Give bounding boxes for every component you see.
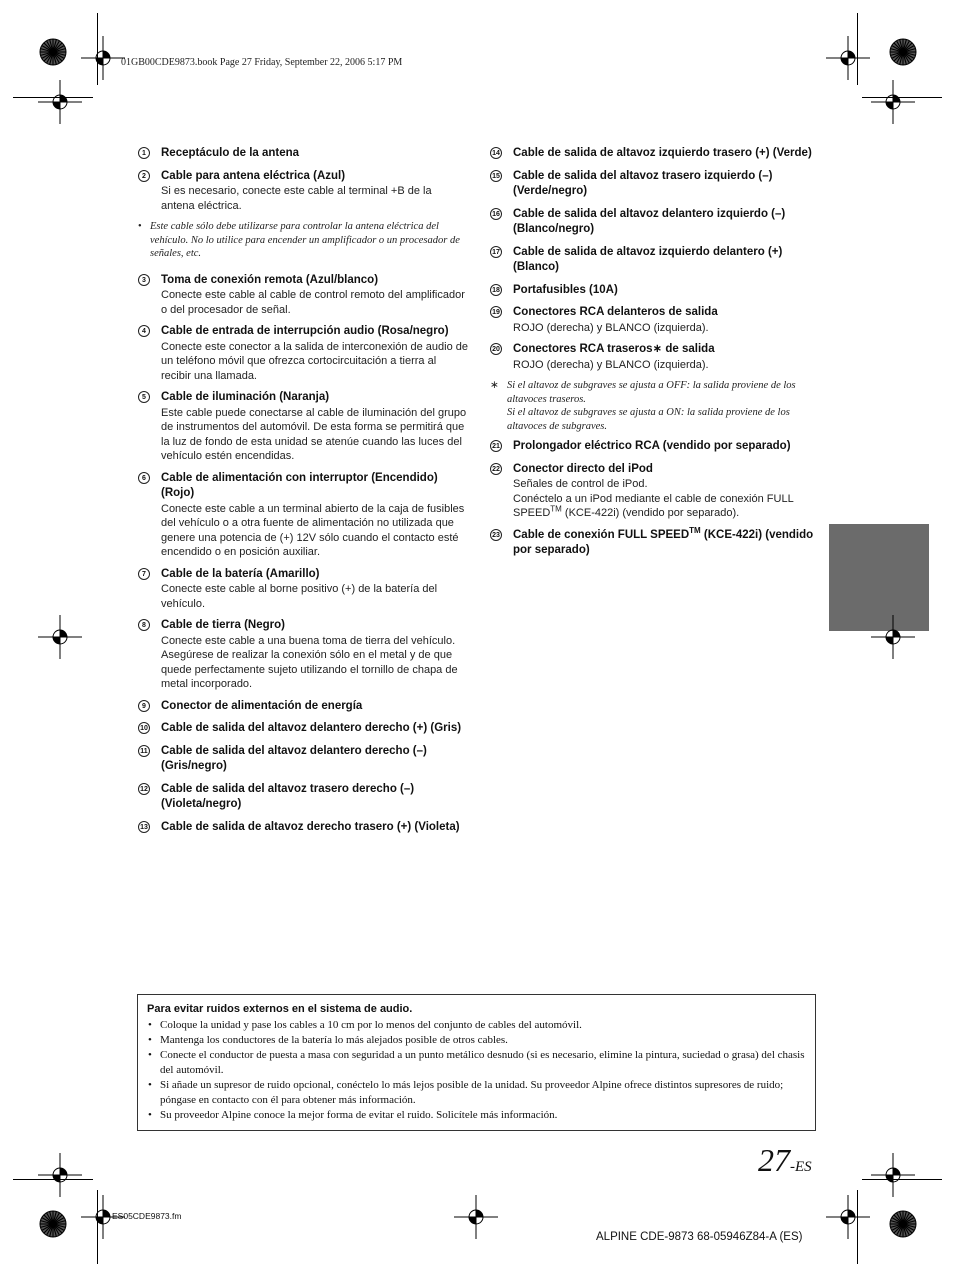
item-description: Conecte este cable a una buena toma de tierra del vehículo. Asegúrese de realizar la conexión sólo en el metal y de que quede perfectamente sujeto utilizando el tornillo de chapa de metal incorporado. bbox=[161, 634, 458, 690]
registration-crosshair-icon bbox=[871, 1153, 915, 1197]
item-description: Este cable puede conectarse al cable de iluminación del grupo de instrumentos del automóvil. De esta forma se permitirá que la luz de fondo de esta unidad se atenúe cuando las luces del vehículo estén encendidas. bbox=[161, 406, 467, 462]
item-title: Cable de la batería (Amarillo) bbox=[161, 567, 320, 580]
item-number-badge: 21 bbox=[490, 440, 502, 452]
footnote bbox=[490, 379, 820, 433]
list-item bbox=[138, 146, 468, 162]
list-item bbox=[490, 342, 820, 372]
item-title: Cable de salida de altavoz izquierdo trasero (+) (Verde) bbox=[513, 147, 812, 159]
item-description: ROJO (derecha) y BLANCO (izquierda). bbox=[513, 358, 709, 371]
footnote-text: Si el altavoz de subgraves se ajusta a OFF: la salida proviene de los altavoces traseros. bbox=[507, 380, 796, 405]
list-item: • Su proveedor Alpine conoce la mejor forma de evitar el ruido. Solicítele más información. bbox=[147, 1108, 805, 1123]
crop-mark bbox=[13, 1179, 93, 1180]
item-description bbox=[513, 492, 820, 521]
crop-mark bbox=[97, 1190, 98, 1264]
item-number-badge: 16 bbox=[490, 208, 502, 220]
list-item bbox=[490, 283, 820, 299]
registration-crosshair-icon bbox=[38, 615, 82, 659]
item-title bbox=[513, 525, 820, 559]
item-number-badge: 22 bbox=[490, 463, 502, 475]
list-item bbox=[138, 820, 468, 836]
item-number-badge: 3 bbox=[138, 274, 150, 286]
item-number-badge: 7 bbox=[138, 568, 150, 580]
asterisk-mark: ∗ bbox=[652, 343, 663, 355]
list-item: • Coloque la unidad y pase los cables a 10 cm por lo menos del conjunto de cables del automóvil. bbox=[147, 1018, 805, 1033]
crop-mark bbox=[13, 97, 93, 98]
item-title: Cable de salida del altavoz trasero derecho (–) (Violeta/negro) bbox=[161, 782, 415, 810]
list-item bbox=[490, 462, 820, 521]
item-description: Si es necesario, conecte este cable al terminal +B de la antena eléctrica. bbox=[161, 185, 432, 212]
item-number-badge: 1 bbox=[138, 147, 150, 159]
registration-crosshair-icon bbox=[38, 80, 82, 124]
list-item bbox=[138, 699, 468, 715]
item-title: Conector directo del iPod bbox=[513, 462, 653, 475]
item-description: ROJO (derecha) y BLANCO (izquierda). bbox=[513, 321, 709, 334]
item-title-text: Cable de conexión FULL SPEED bbox=[513, 528, 690, 541]
item-title: Toma de conexión remota (Azul/blanco) bbox=[161, 273, 379, 286]
list-item: • Si añade un supresor de ruido opcional, conéctelo lo más lejos posible de la unidad. Su proveedor Alpine ofrece distintos supresores de ruido; póngase en contacto con él para obtener más información. bbox=[147, 1078, 805, 1108]
item-number-badge: 23 bbox=[490, 529, 502, 541]
footnote-text: Si el altavoz de subgraves se ajusta a ON: la salida proviene de los altavoces de subgraves. bbox=[507, 407, 790, 432]
list-item bbox=[138, 744, 468, 775]
item-number-badge: 8 bbox=[138, 619, 150, 631]
item-title: Cable de iluminación (Naranja) bbox=[161, 391, 330, 403]
item-number-badge: 12 bbox=[138, 783, 150, 795]
footer-filename: ES05CDE9873.fm bbox=[112, 1211, 182, 1221]
item-title: Cable de alimentación con interruptor (Encendido) (Rojo) bbox=[161, 471, 438, 499]
item-title: Cable de salida del altavoz trasero izquierdo (–) (Verde/negro) bbox=[513, 169, 773, 197]
asterisk-mark: ∗ bbox=[490, 380, 499, 391]
item-title: Receptáculo de la antena bbox=[161, 147, 300, 159]
list-item bbox=[490, 525, 820, 559]
list-item bbox=[490, 169, 820, 200]
list-item: • Mantenga los conductores de la batería lo más alejados posible de otros cables. bbox=[147, 1033, 805, 1048]
list-item bbox=[490, 245, 820, 276]
item-number-badge: 20 bbox=[490, 343, 502, 355]
print-header-line: 01GB00CDE9873.book Page 27 Friday, September 22, 2006 5:17 PM bbox=[121, 57, 403, 68]
item-title: Conectores RCA delanteros de salida bbox=[513, 306, 718, 318]
list-item bbox=[138, 618, 468, 692]
item-title bbox=[513, 342, 820, 358]
item-number-badge: 6 bbox=[138, 472, 150, 484]
item-number-badge: 14 bbox=[490, 147, 502, 159]
list-item bbox=[138, 567, 468, 612]
item-number-badge: 11 bbox=[138, 745, 150, 757]
item-title: Cable para antena eléctrica (Azul) bbox=[161, 169, 346, 182]
registration-starburst-icon bbox=[889, 1210, 917, 1238]
list-item bbox=[490, 439, 820, 455]
item-number-badge: 15 bbox=[490, 170, 502, 182]
item-description: Conecte este cable al cable de control remoto del amplificador o del procesador de señal. bbox=[161, 289, 465, 316]
noise-tips-box bbox=[137, 994, 816, 1131]
item-title: Cable de salida de altavoz izquierdo delantero (+) (Blanco) bbox=[513, 245, 783, 273]
trademark-mark: TM bbox=[689, 525, 701, 535]
registration-crosshair-icon bbox=[826, 1195, 870, 1239]
item-number-badge: 4 bbox=[138, 325, 150, 337]
item-description: Conecte este cable a un terminal abierto de la caja de fusibles del vehículo o a otra fuente de alimentación no utilizada que genere una potencia de (+) 12V sólo cuando el contacto esté encendido o en posición auxiliar. bbox=[161, 502, 465, 558]
item-title-text: (KCE-422i) (vendido por separado) bbox=[513, 528, 814, 556]
registration-crosshair-icon bbox=[81, 1195, 125, 1239]
crop-mark bbox=[857, 1190, 858, 1264]
list-item bbox=[138, 169, 468, 214]
description-text: Conéctelo a un iPod mediante el cable de conexión FULL SPEED bbox=[513, 492, 794, 519]
item-title: Cable de salida del altavoz delantero derecho (+) (Gris) bbox=[161, 722, 462, 734]
list-item bbox=[138, 782, 468, 813]
list-item bbox=[138, 273, 468, 318]
tips-list bbox=[147, 1018, 805, 1123]
footnote bbox=[138, 220, 468, 261]
footnote-text: Este cable sólo debe utilizarse para controlar la antena eléctrica del vehículo. No lo utilice para encender un amplificador o un procesador de señales, etc. bbox=[150, 221, 460, 259]
list-item bbox=[490, 146, 820, 162]
registration-starburst-icon bbox=[889, 38, 917, 66]
item-number-badge: 17 bbox=[490, 246, 502, 258]
registration-crosshair-icon bbox=[81, 36, 125, 80]
crop-mark bbox=[857, 13, 858, 85]
page-language-suffix: -ES bbox=[790, 1159, 812, 1175]
item-title: Cable de entrada de interrupción audio (Rosa/negro) bbox=[161, 325, 449, 337]
item-title: Cable de salida del altavoz delantero derecho (–) (Gris/negro) bbox=[161, 744, 427, 772]
item-number-badge: 9 bbox=[138, 700, 150, 712]
item-title-text: Conectores RCA traseros bbox=[513, 343, 653, 355]
left-column bbox=[138, 146, 468, 842]
registration-crosshair-icon bbox=[826, 36, 870, 80]
item-title: Prolongador eléctrico RCA (vendido por separado) bbox=[513, 440, 791, 452]
trademark-mark: TM bbox=[550, 504, 562, 514]
registration-crosshair-icon bbox=[871, 615, 915, 659]
registration-crosshair-icon bbox=[38, 1153, 82, 1197]
list-item bbox=[138, 721, 468, 737]
item-description: Conecte este cable al borne positivo (+) de la batería del vehículo. bbox=[161, 583, 438, 610]
registration-crosshair-icon bbox=[871, 80, 915, 124]
bullet-mark: • bbox=[138, 221, 142, 232]
item-title: Cable de salida del altavoz delantero izquierdo (–) (Blanco/negro) bbox=[513, 207, 786, 235]
list-item bbox=[138, 471, 468, 560]
list-item bbox=[490, 207, 820, 238]
item-title: Conector de alimentación de energía bbox=[161, 699, 363, 712]
list-item bbox=[138, 324, 468, 383]
list-item bbox=[490, 305, 820, 335]
item-description: Señales de control de iPod. bbox=[513, 478, 648, 490]
registration-starburst-icon bbox=[39, 1210, 67, 1238]
item-title: Cable de salida de altavoz derecho trasero (+) (Violeta) bbox=[161, 820, 460, 833]
item-number-badge: 19 bbox=[490, 306, 502, 318]
crop-mark bbox=[862, 97, 942, 98]
list-item bbox=[138, 390, 468, 464]
item-number-badge: 18 bbox=[490, 284, 502, 296]
registration-starburst-icon bbox=[39, 38, 67, 66]
registration-crosshair-icon bbox=[454, 1195, 498, 1239]
footer-model-code: ALPINE CDE-9873 68-05946Z84-A (ES) bbox=[596, 1231, 803, 1243]
box-title: Para evitar ruidos externos en el sistema de audio. bbox=[147, 1003, 413, 1015]
right-column bbox=[490, 146, 820, 566]
item-title-text: de salida bbox=[662, 343, 715, 355]
list-item: • Conecte el conductor de puesta a masa con seguridad a un punto metálico desnudo (si es necesario, elimine la pintura, suciedad o grasa) del chasis del automóvil. bbox=[147, 1048, 805, 1078]
crop-mark bbox=[862, 1179, 942, 1180]
crop-mark bbox=[97, 13, 98, 85]
page-number bbox=[758, 1140, 812, 1187]
item-title: Cable de tierra (Negro) bbox=[161, 619, 285, 631]
item-number-badge: 2 bbox=[138, 170, 150, 182]
item-description: Conecte este conector a la salida de interconexión de audio de un teléfono móvil que ofrezca cortocircuitación a tierra al recibir una llamada. bbox=[161, 340, 468, 382]
item-title: Portafusibles (10A) bbox=[513, 283, 618, 296]
item-number-badge: 5 bbox=[138, 391, 150, 403]
description-text: (KCE-422i) (vendido por separado). bbox=[561, 507, 740, 519]
page-number-value: 27 bbox=[758, 1142, 790, 1178]
item-number-badge: 13 bbox=[138, 821, 150, 833]
item-number-badge: 10 bbox=[138, 722, 150, 734]
